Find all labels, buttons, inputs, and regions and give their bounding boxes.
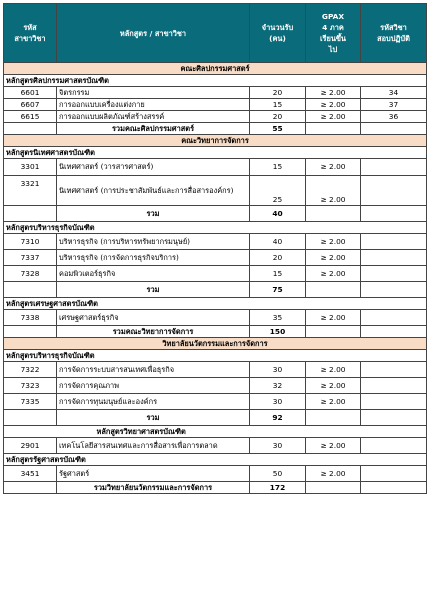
code-cell: 7328: [4, 266, 57, 282]
faculty-title: คณะศิลปกรรมศาสตร์: [4, 63, 427, 75]
quota-cell: 20: [250, 250, 306, 266]
exam-cell: [361, 394, 427, 410]
name-cell: นิเทศศาสตร์ (การประชาสัมพันธ์และการสื่อสารองค์กร): [57, 176, 250, 206]
code-cell: 2901: [4, 438, 57, 454]
table-row: [4, 234, 427, 250]
program-title: หลักสูตรบริหารธุรกิจบัณฑิต: [4, 350, 427, 362]
gpax-cell: ≥ 2.00: [306, 159, 361, 176]
gpax-cell: ≥ 2.00: [306, 99, 361, 111]
gpax-cell: ≥ 2.00: [306, 378, 361, 394]
header-quota: จำนวนรับ (คน): [250, 4, 306, 63]
sum-value: 40: [250, 206, 306, 222]
code-cell: 3301: [4, 159, 57, 176]
gpax-cell: ≥ 2.00: [306, 176, 361, 206]
program-title: หลักสูตรรัฐศาสตรบัณฑิต: [4, 454, 427, 466]
sum-label: รวม: [57, 206, 250, 222]
exam-cell: 36: [361, 111, 427, 123]
program-title: หลักสูตรเศรษฐศาสตรบัณฑิต: [4, 298, 427, 310]
total-row: [4, 482, 427, 494]
program-row: [4, 350, 427, 362]
table-row: [4, 266, 427, 282]
exam-cell: [361, 310, 427, 326]
exam-cell: [361, 266, 427, 282]
table-row: [4, 176, 427, 206]
gpax-cell: ≥ 2.00: [306, 310, 361, 326]
quota-cell: 30: [250, 362, 306, 378]
table-row: [4, 438, 427, 454]
quota-cell: 20: [250, 87, 306, 99]
table-row: [4, 250, 427, 266]
quota-cell: 15: [250, 266, 306, 282]
table-row: [4, 159, 427, 176]
code-cell: 3451: [4, 466, 57, 482]
exam-cell: [361, 159, 427, 176]
name-cell: การออกแบบผลิตภัณฑ์สร้างสรรค์: [57, 111, 250, 123]
sum-value: 75: [250, 282, 306, 298]
code-cell: 3321: [4, 176, 57, 206]
admission-table: [3, 3, 427, 494]
name-cell: การจัดการทุนมนุษย์และองค์กร: [57, 394, 250, 410]
name-cell: การจัดการระบบสารสนเทศเพื่อธุรกิจ: [57, 362, 250, 378]
table-row: [4, 87, 427, 99]
name-cell: รัฐศาสตร์: [57, 466, 250, 482]
quota-cell: 30: [250, 394, 306, 410]
code-cell: 7310: [4, 234, 57, 250]
name-cell: การออกแบบเครื่องแต่งกาย: [57, 99, 250, 111]
quota-cell: 15: [250, 159, 306, 176]
name-cell: การจัดการคุณภาพ: [57, 378, 250, 394]
header-row: [4, 4, 427, 63]
quota-cell: 50: [250, 466, 306, 482]
quota-cell: 20: [250, 111, 306, 123]
faculty-title: วิทยาลัยนวัตกรรมและการจัดการ: [4, 338, 427, 350]
quota-cell: 25: [250, 176, 306, 206]
exam-cell: [361, 438, 427, 454]
total-label: รวมคณะศิลปกรรมศาสตร์: [57, 123, 250, 135]
program-row: [4, 75, 427, 87]
gpax-cell: ≥ 2.00: [306, 266, 361, 282]
table-row: [4, 310, 427, 326]
table-row: [4, 111, 427, 123]
name-cell: จิตรกรรม: [57, 87, 250, 99]
code-cell: 6601: [4, 87, 57, 99]
table-row: [4, 394, 427, 410]
code-cell: 7322: [4, 362, 57, 378]
table-row: [4, 378, 427, 394]
gpax-cell: ≥ 2.00: [306, 438, 361, 454]
program-title: หลักสูตรวิทยาศาสตรบัณฑิต: [57, 426, 427, 438]
faculty-row: [4, 63, 427, 75]
quota-cell: 15: [250, 99, 306, 111]
program-row: [4, 454, 427, 466]
header-code: รหัส สาขาวิชา: [4, 4, 57, 63]
quota-cell: 35: [250, 310, 306, 326]
code-cell: 7337: [4, 250, 57, 266]
code-cell: 7338: [4, 310, 57, 326]
program-row: [4, 298, 427, 310]
table-row: [4, 362, 427, 378]
name-cell: บริหารธุรกิจ (การบริหารทรัพยากรมนุษย์): [57, 234, 250, 250]
exam-cell: [361, 362, 427, 378]
gpax-cell: ≥ 2.00: [306, 362, 361, 378]
table-row: [4, 466, 427, 482]
exam-cell: 34: [361, 87, 427, 99]
sum-row: [4, 206, 427, 222]
program-title: หลักสูตรนิเทศศาสตรบัณฑิต: [4, 147, 427, 159]
gpax-cell: ≥ 2.00: [306, 394, 361, 410]
gpax-cell: ≥ 2.00: [306, 466, 361, 482]
exam-cell: [361, 466, 427, 482]
code-cell: 6615: [4, 111, 57, 123]
gpax-cell: ≥ 2.00: [306, 87, 361, 99]
total-row: [4, 326, 427, 338]
exam-cell: 37: [361, 99, 427, 111]
header-program: หลักสูตร / สาขาวิชา: [57, 4, 250, 63]
name-cell: เศรษฐศาสตร์ธุรกิจ: [57, 310, 250, 326]
program-title: หลักสูตรศิลปกรรมศาสตรบัณฑิต: [4, 75, 427, 87]
exam-cell: [361, 234, 427, 250]
exam-cell: [361, 250, 427, 266]
faculty-row: [4, 135, 427, 147]
name-cell: เทคโนโลยีสารสนเทศและการสื่อสารเพื่อการตลาด: [57, 438, 250, 454]
program-row: [4, 222, 427, 234]
gpax-cell: ≥ 2.00: [306, 250, 361, 266]
total-row: [4, 123, 427, 135]
faculty-row: [4, 338, 427, 350]
sum-value: 92: [250, 410, 306, 426]
total-label: รวมคณะวิทยาการจัดการ: [57, 326, 250, 338]
exam-cell: [361, 176, 427, 206]
exam-cell: [361, 378, 427, 394]
header-gpax: GPAX 4 ภาค เรียนขึ้น ไป: [306, 4, 361, 63]
code-cell: 7323: [4, 378, 57, 394]
admission-table-sheet: [3, 3, 426, 494]
name-cell: นิเทศศาสตร์ (วารสารศาสตร์): [57, 159, 250, 176]
code-cell: 7335: [4, 394, 57, 410]
gpax-cell: ≥ 2.00: [306, 234, 361, 250]
name-cell: คอมพิวเตอร์ธุรกิจ: [57, 266, 250, 282]
sum-label: รวม: [57, 410, 250, 426]
total-label: รวมวิทยาลัยนวัตกรรมและการจัดการ: [57, 482, 250, 494]
quota-cell: 40: [250, 234, 306, 250]
program-row: [4, 426, 427, 438]
sum-row: [4, 282, 427, 298]
quota-cell: 30: [250, 438, 306, 454]
gpax-cell: ≥ 2.00: [306, 111, 361, 123]
total-value: 150: [250, 326, 306, 338]
quota-cell: 32: [250, 378, 306, 394]
sum-row: [4, 410, 427, 426]
program-title: หลักสูตรบริหารธุรกิจบัณฑิต: [4, 222, 427, 234]
header-exam-code: รหัสวิชา สอบปฏิบัติ: [361, 4, 427, 63]
table-row: [4, 99, 427, 111]
name-cell: บริหารธุรกิจ (การจัดการธุรกิจบริการ): [57, 250, 250, 266]
faculty-title: คณะวิทยาการจัดการ: [4, 135, 427, 147]
sum-label: รวม: [57, 282, 250, 298]
total-value: 172: [250, 482, 306, 494]
total-value: 55: [250, 123, 306, 135]
code-cell: 6607: [4, 99, 57, 111]
program-row: [4, 147, 427, 159]
